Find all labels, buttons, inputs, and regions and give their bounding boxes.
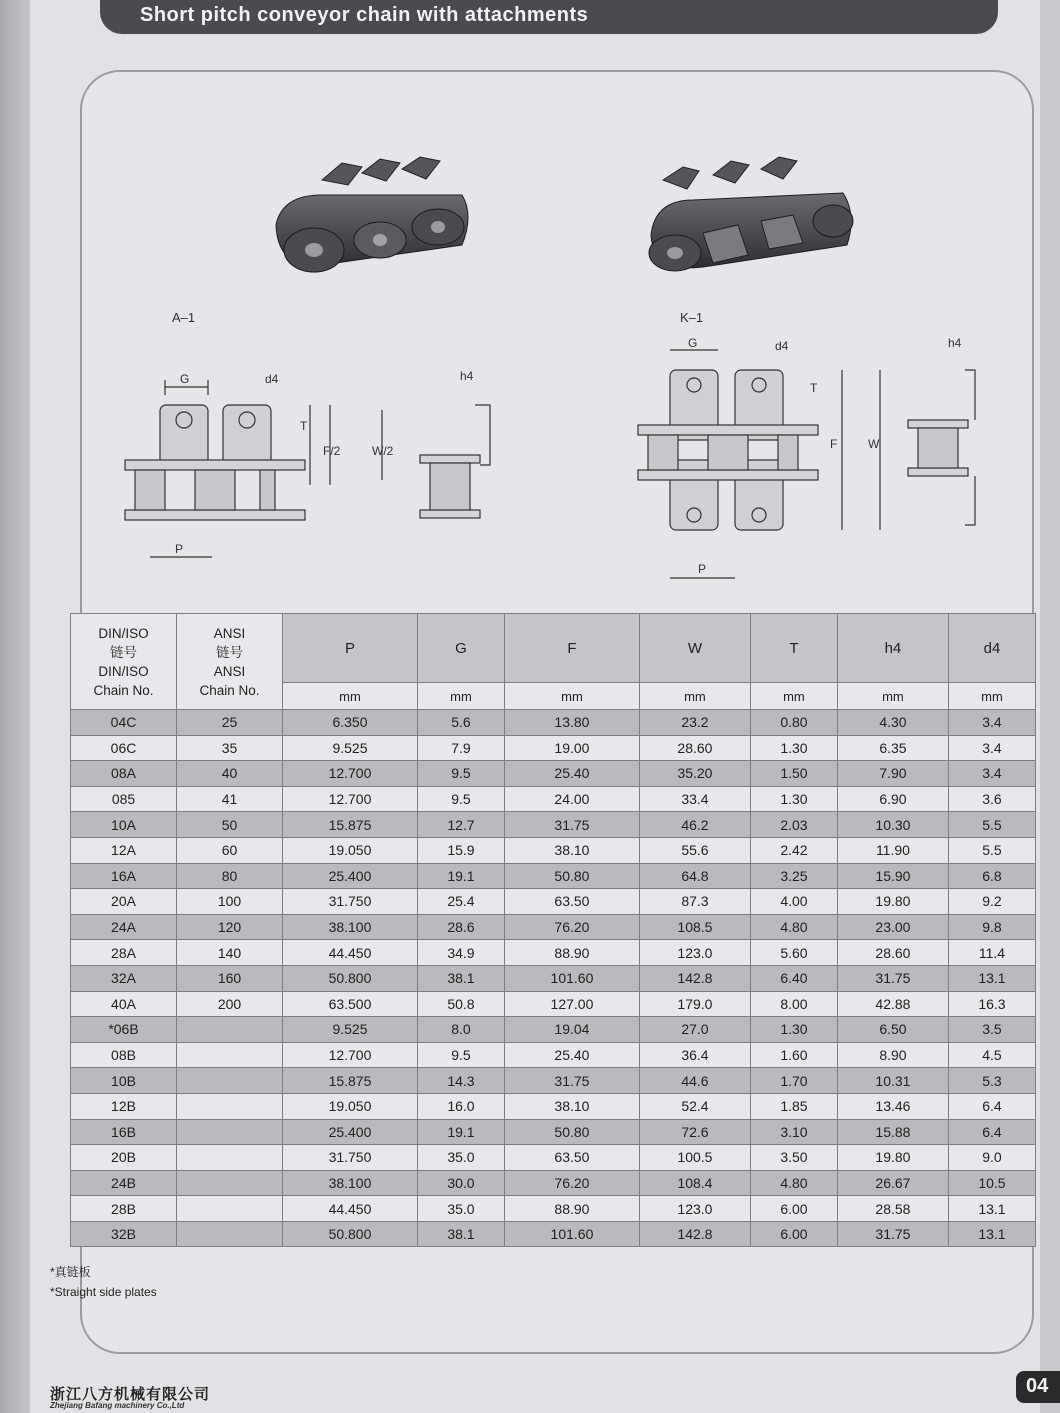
table-cell: 6.50: [837, 1017, 948, 1043]
header-h4: h4: [837, 614, 948, 683]
table-cell: 9.5: [417, 761, 504, 787]
table-cell: 13.1: [948, 965, 1035, 991]
table-cell: 31.75: [504, 1068, 639, 1094]
spec-table: [70, 613, 1036, 1247]
table-cell: 120: [177, 914, 283, 940]
table-cell: 38.100: [283, 1170, 418, 1196]
table-cell: 23.00: [837, 914, 948, 940]
table-cell: 35.0: [417, 1145, 504, 1171]
table-cell: 38.1: [417, 965, 504, 991]
table-cell: 36.4: [639, 1042, 750, 1068]
table-row: [71, 991, 1036, 1017]
footer-company-cn: 浙江八方机械有限公司: [50, 1386, 211, 1403]
table-row: [71, 1221, 1036, 1247]
table-cell: 25.400: [283, 1119, 418, 1145]
table-row: [71, 1119, 1036, 1145]
table-cell: 32A: [71, 965, 177, 991]
table-cell: 34.9: [417, 940, 504, 966]
table-cell: 1.85: [750, 1093, 837, 1119]
diagram-k1-dim-h4: h4: [948, 336, 962, 350]
table-cell: 30.0: [417, 1170, 504, 1196]
diagram-k1-dim-p: P: [698, 562, 707, 576]
unit-w: mm: [639, 683, 750, 710]
table-cell: 179.0: [639, 991, 750, 1017]
diagram-a1-dim-d4: d4: [265, 372, 279, 386]
table-cell: 9.2: [948, 889, 1035, 915]
table-row: [71, 1196, 1036, 1222]
chain-photo-k1: [643, 155, 863, 285]
title-bar: [100, 0, 998, 34]
table-cell: 3.25: [750, 863, 837, 889]
table-row: [71, 914, 1036, 940]
table-cell: 6.35: [837, 735, 948, 761]
diagram-a1-label: A–1: [172, 310, 196, 325]
table-cell: 16B: [71, 1119, 177, 1145]
table-cell: 35.0: [417, 1196, 504, 1222]
table-cell: 123.0: [639, 940, 750, 966]
diagram-a1: [120, 365, 500, 580]
table-cell: 1.70: [750, 1068, 837, 1094]
table-cell: 19.80: [837, 1145, 948, 1171]
table-cell: 9.5: [417, 786, 504, 812]
table-cell: 13.46: [837, 1093, 948, 1119]
table-cell: 76.20: [504, 914, 639, 940]
table-cell: [177, 1196, 283, 1222]
table-row: [71, 1042, 1036, 1068]
table-cell: 44.450: [283, 1196, 418, 1222]
table-cell: 80: [177, 863, 283, 889]
table-cell: 15.90: [837, 863, 948, 889]
table-cell: *06B: [71, 1017, 177, 1043]
table-cell: 6.350: [283, 710, 418, 736]
table-cell: 38.1: [417, 1221, 504, 1247]
table-cell: 50.800: [283, 1221, 418, 1247]
diagram-a1-dim-f2: F/2: [323, 444, 341, 458]
table-cell: 40A: [71, 991, 177, 1017]
table-cell: 28.60: [837, 940, 948, 966]
table-cell: 12B: [71, 1093, 177, 1119]
diagram-k1: [630, 330, 1000, 585]
table-cell: 88.90: [504, 940, 639, 966]
table-cell: 123.0: [639, 1196, 750, 1222]
table-cell: 08B: [71, 1042, 177, 1068]
table-cell: 19.80: [837, 889, 948, 915]
table-cell: 13.1: [948, 1196, 1035, 1222]
table-cell: 5.3: [948, 1068, 1035, 1094]
table-cell: 6.00: [750, 1196, 837, 1222]
table-cell: 31.75: [837, 1221, 948, 1247]
table-cell: 12.7: [417, 812, 504, 838]
table-cell: 38.10: [504, 1093, 639, 1119]
table-cell: 142.8: [639, 1221, 750, 1247]
table-cell: 3.6: [948, 786, 1035, 812]
table-cell: 10.5: [948, 1170, 1035, 1196]
table-cell: 27.0: [639, 1017, 750, 1043]
table-cell: 3.4: [948, 761, 1035, 787]
table-cell: 25.40: [504, 1042, 639, 1068]
table-row: [71, 863, 1036, 889]
table-cell: 10.30: [837, 812, 948, 838]
table-cell: 15.875: [283, 1068, 418, 1094]
table-cell: 24B: [71, 1170, 177, 1196]
table-cell: 15.88: [837, 1119, 948, 1145]
table-cell: 6.90: [837, 786, 948, 812]
table-cell: 28A: [71, 940, 177, 966]
table-cell: 35.20: [639, 761, 750, 787]
unit-g: mm: [417, 683, 504, 710]
table-cell: 35: [177, 735, 283, 761]
diagram-k1-dim-f: F: [830, 437, 838, 451]
table-cell: 6.8: [948, 863, 1035, 889]
table-cell: 5.60: [750, 940, 837, 966]
notes: [50, 1262, 157, 1302]
unit-h4: mm: [837, 683, 948, 710]
table-cell: 40: [177, 761, 283, 787]
table-cell: 1.50: [750, 761, 837, 787]
table-cell: 25.40: [504, 761, 639, 787]
table-cell: 15.875: [283, 812, 418, 838]
footer-company-en: Zhejiang Bafang machinery Co.,Ltd: [50, 1401, 185, 1410]
table-cell: 3.4: [948, 735, 1035, 761]
table-cell: 142.8: [639, 965, 750, 991]
table-cell: 25.400: [283, 863, 418, 889]
table-row: [71, 837, 1036, 863]
table-cell: 23.2: [639, 710, 750, 736]
page-title: Short pitch conveyor chain with attachments: [140, 4, 589, 26]
table-cell: 160: [177, 965, 283, 991]
header-w: W: [639, 614, 750, 683]
table-cell: 19.04: [504, 1017, 639, 1043]
table-cell: 44.450: [283, 940, 418, 966]
page-number-tab: [1016, 1371, 1060, 1403]
table-cell: [177, 1221, 283, 1247]
table-cell: 108.5: [639, 914, 750, 940]
table-row: [71, 1017, 1036, 1043]
table-cell: [177, 1017, 283, 1043]
unit-d4: mm: [948, 683, 1035, 710]
table-cell: 42.88: [837, 991, 948, 1017]
header-d4: d4: [948, 614, 1035, 683]
table-cell: 15.9: [417, 837, 504, 863]
table-cell: 28.58: [837, 1196, 948, 1222]
table-cell: 12A: [71, 837, 177, 863]
table-cell: 20A: [71, 889, 177, 915]
table-cell: 6.4: [948, 1093, 1035, 1119]
table-cell: 9.525: [283, 1017, 418, 1043]
table-cell: 04C: [71, 710, 177, 736]
table-cell: 87.3: [639, 889, 750, 915]
table-cell: 3.4: [948, 710, 1035, 736]
table-cell: 8.0: [417, 1017, 504, 1043]
table-cell: 16A: [71, 863, 177, 889]
table-cell: 20B: [71, 1145, 177, 1171]
table-cell: 9.525: [283, 735, 418, 761]
table-cell: 28.60: [639, 735, 750, 761]
table-cell: 06C: [71, 735, 177, 761]
table-cell: 50: [177, 812, 283, 838]
table-row: [71, 1145, 1036, 1171]
table-cell: 38.10: [504, 837, 639, 863]
table-cell: 6.4: [948, 1119, 1035, 1145]
table-cell: 44.6: [639, 1068, 750, 1094]
spec-table-body: [71, 710, 1036, 1247]
table-cell: 6.00: [750, 1221, 837, 1247]
table-cell: 8.00: [750, 991, 837, 1017]
unit-f: mm: [504, 683, 639, 710]
diagram-k1-dim-w: W: [868, 437, 880, 451]
table-cell: [177, 1042, 283, 1068]
table-cell: 19.1: [417, 863, 504, 889]
table-cell: 2.03: [750, 812, 837, 838]
table-cell: [177, 1145, 283, 1171]
table-cell: 19.1: [417, 1119, 504, 1145]
table-cell: 1.30: [750, 786, 837, 812]
table-cell: 9.5: [417, 1042, 504, 1068]
table-row: [71, 1068, 1036, 1094]
table-cell: 3.50: [750, 1145, 837, 1171]
table-cell: 2.42: [750, 837, 837, 863]
table-cell: 12.700: [283, 786, 418, 812]
table-row: [71, 761, 1036, 787]
table-cell: 50.8: [417, 991, 504, 1017]
table-row: [71, 940, 1036, 966]
table-cell: 19.050: [283, 837, 418, 863]
table-cell: 1.60: [750, 1042, 837, 1068]
table-cell: 101.60: [504, 965, 639, 991]
diagram-a1-dim-g: G: [180, 372, 190, 386]
table-cell: 12.700: [283, 1042, 418, 1068]
table-cell: 31.75: [837, 965, 948, 991]
unit-p: mm: [283, 683, 418, 710]
diagram-k1-dim-d4: d4: [775, 339, 789, 353]
header-din-iso: DIN/ISO 链号 DIN/ISO Chain No.: [71, 614, 177, 710]
diagram-a1-dim-h4: h4: [460, 369, 474, 383]
diagram-a1-dim-w2: W/2: [372, 444, 394, 458]
table-cell: 38.100: [283, 914, 418, 940]
table-cell: 63.50: [504, 1145, 639, 1171]
table-cell: 9.0: [948, 1145, 1035, 1171]
table-cell: 63.500: [283, 991, 418, 1017]
diagram-k1-dim-t: T: [810, 381, 818, 395]
table-cell: 13.80: [504, 710, 639, 736]
table-cell: 28B: [71, 1196, 177, 1222]
table-cell: 50.80: [504, 1119, 639, 1145]
note-cn: *真链板: [50, 1265, 91, 1279]
table-cell: 5.6: [417, 710, 504, 736]
table-cell: 63.50: [504, 889, 639, 915]
table-cell: 101.60: [504, 1221, 639, 1247]
table-cell: 085: [71, 786, 177, 812]
table-cell: 4.80: [750, 1170, 837, 1196]
page-number: 04: [1026, 1375, 1049, 1397]
table-cell: 10B: [71, 1068, 177, 1094]
header-g: G: [417, 614, 504, 683]
table-cell: [177, 1119, 283, 1145]
table-cell: 08A: [71, 761, 177, 787]
header-t: T: [750, 614, 837, 683]
table-cell: 6.40: [750, 965, 837, 991]
table-cell: 32B: [71, 1221, 177, 1247]
table-cell: 8.90: [837, 1042, 948, 1068]
table-cell: 19.00: [504, 735, 639, 761]
table-cell: 50.80: [504, 863, 639, 889]
table-cell: 12.700: [283, 761, 418, 787]
diagram-a1-dim-t: T: [300, 419, 308, 433]
chain-photo-a1: [262, 155, 482, 285]
table-row: [71, 786, 1036, 812]
table-cell: 127.00: [504, 991, 639, 1017]
table-cell: 7.9: [417, 735, 504, 761]
table-cell: 46.2: [639, 812, 750, 838]
table-cell: 28.6: [417, 914, 504, 940]
table-cell: 7.90: [837, 761, 948, 787]
header-p: P: [283, 614, 418, 683]
table-cell: 25.4: [417, 889, 504, 915]
table-cell: [177, 1170, 283, 1196]
table-row: [71, 710, 1036, 736]
table-cell: 108.4: [639, 1170, 750, 1196]
table-cell: 16.0: [417, 1093, 504, 1119]
table-row: [71, 735, 1036, 761]
table-cell: 100: [177, 889, 283, 915]
table-cell: 200: [177, 991, 283, 1017]
table-cell: 1.30: [750, 1017, 837, 1043]
table-cell: 41: [177, 786, 283, 812]
table-cell: 31.750: [283, 1145, 418, 1171]
header-f: F: [504, 614, 639, 683]
table-row: [71, 965, 1036, 991]
table-cell: [177, 1093, 283, 1119]
table-row: [71, 812, 1036, 838]
table-cell: 3.10: [750, 1119, 837, 1145]
table-cell: 31.75: [504, 812, 639, 838]
table-cell: 24.00: [504, 786, 639, 812]
table-cell: 25: [177, 710, 283, 736]
table-row: [71, 889, 1036, 915]
table-cell: 16.3: [948, 991, 1035, 1017]
table-cell: 11.4: [948, 940, 1035, 966]
unit-t: mm: [750, 683, 837, 710]
table-cell: 11.90: [837, 837, 948, 863]
table-cell: 10A: [71, 812, 177, 838]
table-cell: [177, 1068, 283, 1094]
table-cell: 33.4: [639, 786, 750, 812]
table-cell: 0.80: [750, 710, 837, 736]
table-cell: 50.800: [283, 965, 418, 991]
diagram-k1-dim-g: G: [688, 336, 698, 350]
table-cell: 13.1: [948, 1221, 1035, 1247]
table-row: [71, 1170, 1036, 1196]
table-cell: 14.3: [417, 1068, 504, 1094]
table-cell: 4.80: [750, 914, 837, 940]
table-cell: 24A: [71, 914, 177, 940]
table-cell: 60: [177, 837, 283, 863]
table-cell: 26.67: [837, 1170, 948, 1196]
table-cell: 5.5: [948, 837, 1035, 863]
table-cell: 1.30: [750, 735, 837, 761]
table-cell: 5.5: [948, 812, 1035, 838]
table-cell: 31.750: [283, 889, 418, 915]
table-cell: 88.90: [504, 1196, 639, 1222]
diagram-a1-dim-p: P: [175, 542, 184, 556]
table-cell: 4.5: [948, 1042, 1035, 1068]
header-ansi: ANSI 链号 ANSI Chain No.: [177, 614, 283, 710]
table-cell: 4.30: [837, 710, 948, 736]
table-cell: 140: [177, 940, 283, 966]
diagram-k1-label: K–1: [680, 310, 704, 325]
table-cell: 10.31: [837, 1068, 948, 1094]
table-cell: 76.20: [504, 1170, 639, 1196]
table-cell: 4.00: [750, 889, 837, 915]
table-cell: 52.4: [639, 1093, 750, 1119]
table-cell: 3.5: [948, 1017, 1035, 1043]
table-cell: 72.6: [639, 1119, 750, 1145]
table-row: [71, 1093, 1036, 1119]
table-cell: 55.6: [639, 837, 750, 863]
table-cell: 100.5: [639, 1145, 750, 1171]
note-en: *Straight side plates: [50, 1285, 157, 1299]
table-cell: 19.050: [283, 1093, 418, 1119]
table-cell: 9.8: [948, 914, 1035, 940]
table-cell: 64.8: [639, 863, 750, 889]
